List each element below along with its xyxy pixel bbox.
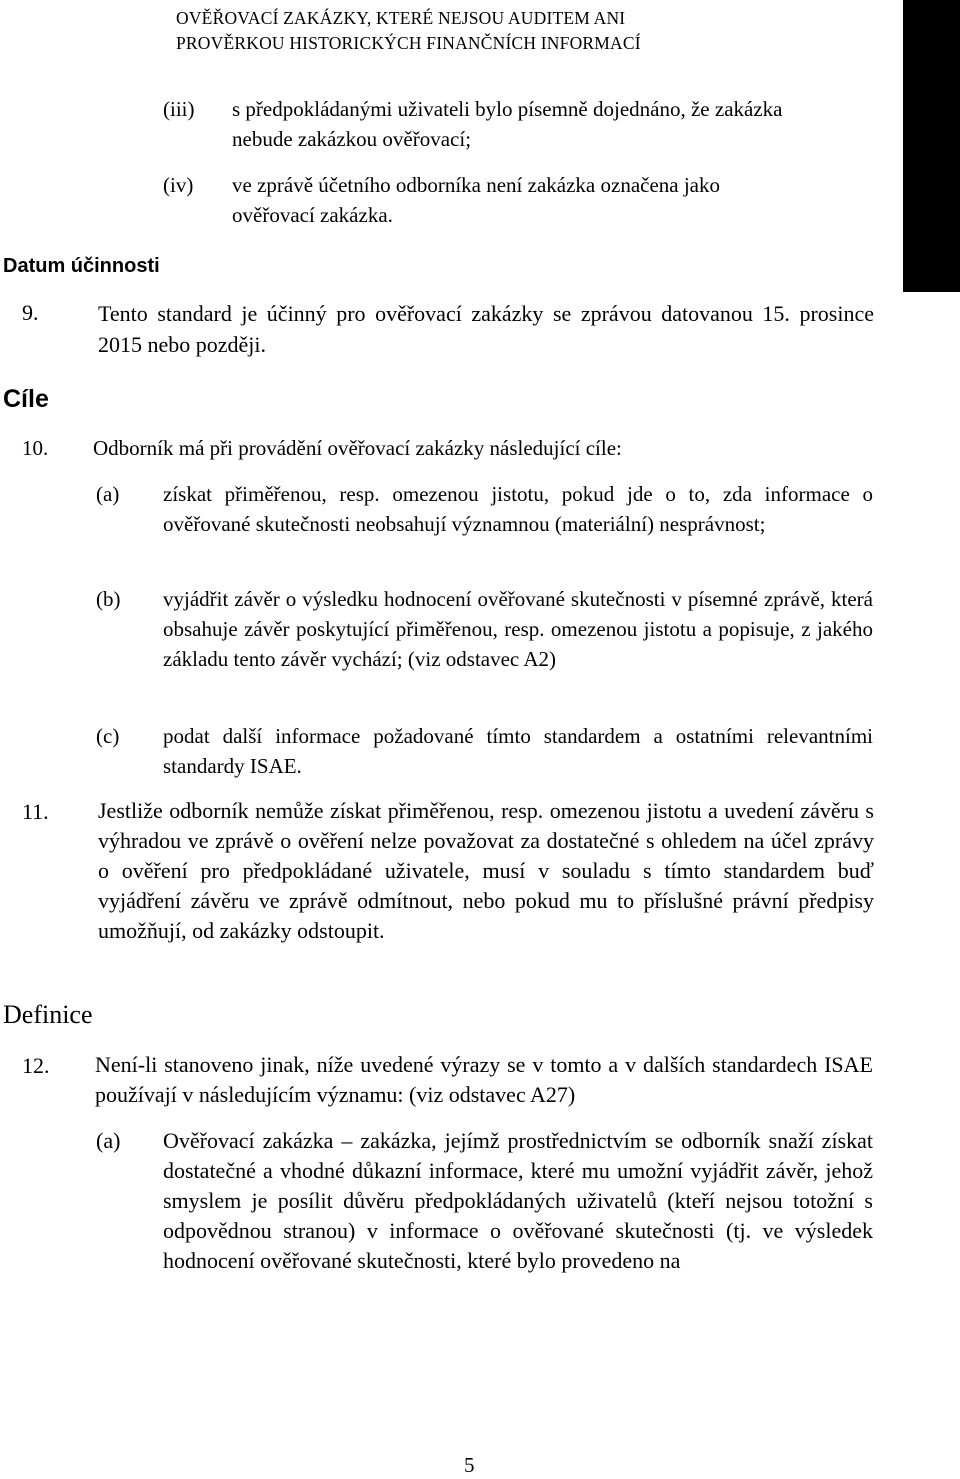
section-heading-objectives: Cíle (3, 385, 49, 413)
section-heading-effective-date: Datum účinnosti (3, 255, 160, 277)
definition-text-a: Ověřovací zakázka – zakázka, jejímž prostřednictvím se odborník snaží získat dostatečné a vhodné důkazní informace, které mu umožní vyjádřit závěr, jehož smyslem je posílit důvěru předpokládaných uživatelů (kteří nejsou totožní s odpovědnou stranou) v informace o ověřované skutečnosti (tj. ve výsledek hodnocení ověřované skutečnosti, které bylo provedeno na (163, 1128, 873, 1273)
paragraph-number-9: 9. (22, 300, 39, 325)
objective-label-c: (c) (96, 724, 120, 748)
paragraph-12: Není-li stanoveno jinak, níže uvedené výrazy se v tomto a v dalších standardech ISAE používají v následujícím významu: (viz odstavec A27) (95, 1052, 873, 1107)
paragraph-number-10: 10. (22, 436, 49, 460)
paragraph-number-11: 11. (22, 799, 49, 824)
paragraph-10: Odborník má při provádění ověřovací zakázky následující cíle: (93, 436, 622, 460)
corner-tab-marker (903, 0, 960, 292)
objective-label-a: (a) (96, 482, 120, 506)
paragraph-9: Tento standard je účinný pro ověřovací zakázky se zprávou datovanou 15. prosince 2015 nebo později. (98, 301, 874, 357)
objective-text-c: podat další informace požadované tímto standardem a ostatními relevantními standardy ISAE. (163, 724, 873, 778)
running-header (176, 6, 641, 56)
objective-text-b: vyjádřit závěr o výsledku hodnocení ověřované skutečnosti v písemné zprávě, která obsahuje závěr poskytující přiměřenou, resp. omezenou jistotu a popisuje, z jakého základu tento závěr vychází; (viz odstavec A2) (163, 587, 873, 671)
item-text-iv: ve zprávě účetního odborníka není zakázka označena jako ověřovací zakázka. (232, 173, 721, 227)
page-number: 5 (464, 1453, 475, 1477)
paragraph-11: Jestliže odborník nemůže získat přiměřenou, resp. omezenou jistotu a uvedení závěru s výhradou ve zprávě o ověření nelze považovat za dostatečné s ohledem na účel zprávy o ověření pro předpokládané uživatele, musí v souladu s tímto standardem buď vyjádření závěru ve zprávě odmítnout, nebo pokud mu to příslušné právní předpisy umožňují, od zakázky odstoupit. (98, 798, 874, 943)
item-label-iv: (iv) (163, 173, 194, 197)
definition-label-a: (a) (96, 1128, 121, 1153)
item-label-iii: (iii) (163, 97, 195, 121)
paragraph-number-12: 12. (22, 1053, 50, 1078)
item-text-iii: s předpokládanými uživateli bylo písemně dojednáno, že zakázka nebude zakázkou ověřovací; (232, 97, 783, 151)
section-heading-definitions: Definice (3, 1000, 93, 1029)
objective-text-a: získat přiměřenou, resp. omezenou jistotu, pokud jde o to, zda informace o ověřované skutečnosti neobsahují významnou (materiální) nesprávnost; (163, 482, 873, 536)
objective-label-b: (b) (96, 587, 121, 611)
header-line-2: PROVĚRKOU HISTORICKÝCH FINANČNÍCH INFORMACÍ (176, 33, 641, 53)
header-line-1: OVĚŘOVACÍ ZAKÁZKY, KTERÉ NEJSOU AUDITEM ANI (176, 8, 626, 28)
